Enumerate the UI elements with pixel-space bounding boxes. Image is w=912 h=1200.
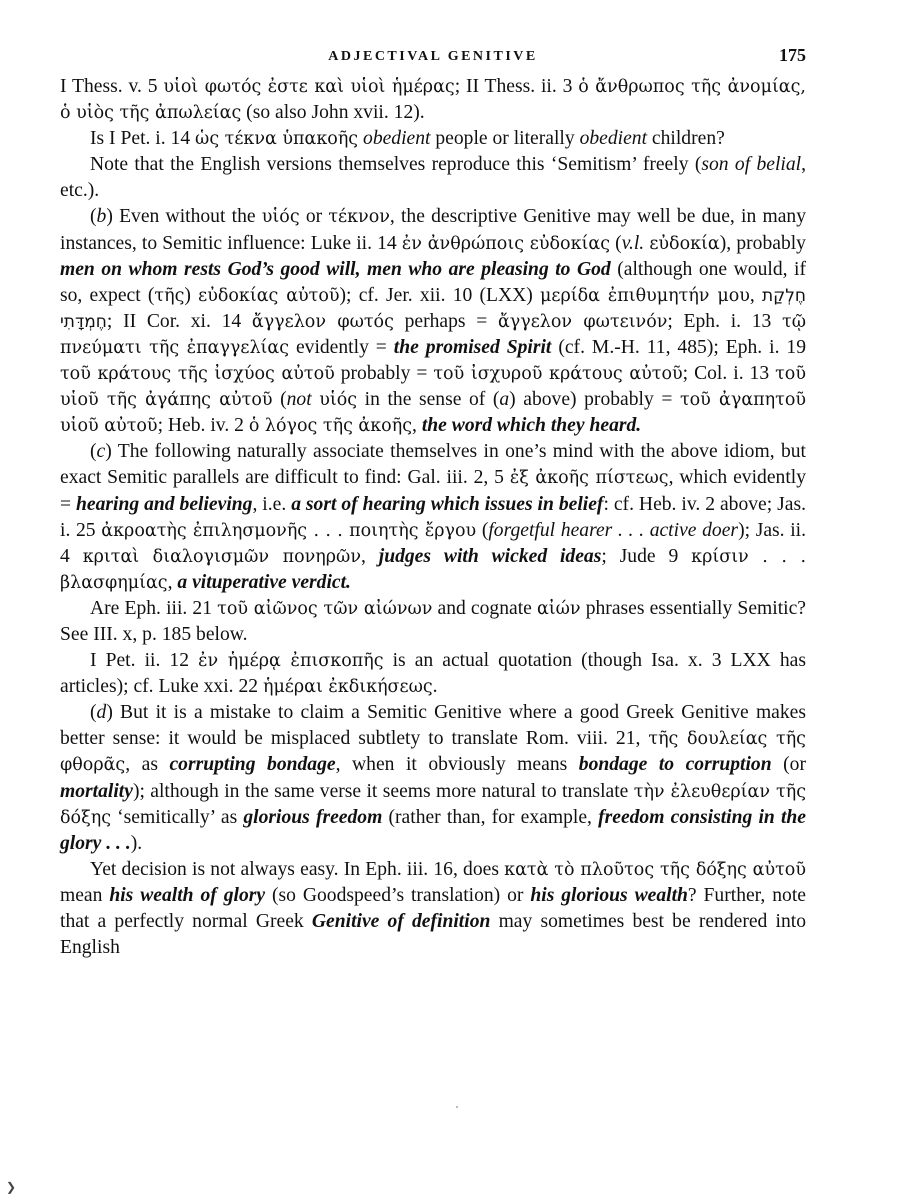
- greek-text: υἱοὶ φωτός ἐστε καὶ υἱοὶ ἡμέρας: [163, 77, 455, 97]
- text-run: or: [299, 206, 329, 228]
- text-run: (: [90, 702, 97, 724]
- text-run: ) Even without the: [106, 206, 262, 228]
- text-run: Note that the English versions themselves reproduce this ‘Semitism’ freely (: [90, 154, 702, 176]
- text-run: ) The following naturally associate themselves in one’s mind with the above idiom, but exact Semitic parallels are difficult to find: Gal. iii. 2, 5: [60, 441, 806, 489]
- paragraph-p4: [60, 204, 806, 439]
- paragraph-p2: [60, 126, 806, 152]
- text-run: (rather than, for example,: [382, 806, 599, 828]
- page-number: 175: [779, 45, 806, 65]
- text-run: Yet decision is not always easy. In Eph. iii. 16, does: [90, 858, 505, 880]
- text-run: and cognate: [432, 597, 537, 619]
- text-run: perhaps =: [393, 310, 498, 332]
- text-run: , which evidently =: [60, 467, 806, 515]
- text-run: .: [432, 676, 438, 698]
- text-run: , i.e.: [252, 493, 292, 515]
- emphasis-text: freedom consisting in the glory . . .: [60, 806, 806, 854]
- emphasis-text: corrupting bondage: [169, 754, 336, 776]
- emphasis-text: hearing and believing: [76, 493, 253, 515]
- text-run: evidently =: [289, 336, 394, 358]
- greek-text: ἐν ἀνθρώποις εὐδοκίας: [401, 233, 611, 254]
- text-run: (or: [771, 754, 807, 776]
- greek-text: εὐδοκία: [649, 233, 720, 254]
- text-run: ) But it is a mistake to claim a Semitic Genitive where a good Greek Genitive makes better sense: it would be misplaced subtlety to translate Rom. viii. 21,: [60, 702, 806, 750]
- text-run: ); although in the same verse it seems more natural to translate: [132, 780, 634, 802]
- greek-text: ἡμέραι ἐκδικήσεως: [262, 677, 433, 698]
- greek-text: τοῦ υἱοῦ τῆς ἀγάπης αὐτοῦ: [60, 364, 806, 411]
- greek-text: τοῦ κράτους τῆς ἰσχύος αὐτοῦ: [60, 364, 335, 385]
- emphasis-text: judges with wicked ideas: [378, 545, 602, 567]
- italic-text: a: [499, 389, 510, 411]
- italic-text: son of belial: [701, 154, 802, 176]
- text-run: ); cf. Jer. xii. 10 (LXX): [339, 284, 541, 306]
- emphasis-text: men on whom rests God’s good will, men who are pleasing to God: [60, 258, 611, 280]
- emphasis-text: a vituperative verdict.: [177, 571, 351, 593]
- paragraph-p1: [60, 74, 806, 126]
- text-run: ; II Cor. xi. 14: [106, 310, 252, 332]
- emphasis-text: bondage to corruption: [578, 754, 772, 776]
- greek-text: ὁ ἄνθρωπος τῆς ἀνομίας, ὁ υἱὸς τῆς ἀπωλείας: [60, 77, 806, 124]
- text-run: , when it obviously means: [335, 754, 579, 776]
- text-run: in the sense of (: [357, 389, 500, 411]
- text-run: ,: [167, 571, 178, 593]
- emphasis-text: Genitive of definition: [311, 911, 491, 932]
- running-title: ADJECTIVAL GENITIVE: [328, 49, 538, 64]
- text-run: ,: [749, 284, 762, 306]
- text-run: (: [272, 389, 287, 411]
- emphasis-text: his wealth of glory: [109, 884, 266, 906]
- text-run: ) above) probably =: [509, 389, 680, 411]
- text-run: ): [184, 284, 199, 306]
- text-run: (cf. M.-H. 11, 485); Eph. i. 19: [551, 336, 806, 358]
- italic-text: forgetful hearer . . . active doer: [488, 519, 739, 541]
- text-run: children?: [647, 128, 725, 150]
- hebrew-text: חֶלְקַת חֶמְדָּתִי: [60, 285, 806, 332]
- book-page: [60, 44, 806, 961]
- paragraph-p9: [60, 857, 806, 961]
- text-run: (: [476, 519, 489, 541]
- greek-text: τέκνον: [328, 207, 390, 228]
- italic-text: obedient: [579, 128, 648, 150]
- text-run: ).: [130, 832, 143, 854]
- text-run: , the descriptive Genitive may well be due, in many instances, to Semitic influence: Luke ii. 14: [60, 206, 806, 254]
- greek-text: ὡς τέκνα ὑπακοῆς: [195, 129, 359, 150]
- greek-text: ἄγγελον φωτεινόν: [497, 311, 668, 332]
- text-run: Are Eph. iii. 21: [90, 597, 218, 619]
- page-header: [60, 44, 806, 74]
- greek-text: τοῦ ἀγαπητοῦ υἱοῦ αὐτοῦ: [60, 390, 806, 437]
- greek-text: κατὰ τὸ πλοῦτος τῆς δόξης αὐτοῦ: [504, 859, 806, 880]
- text-run: ,: [412, 415, 422, 437]
- greek-text: εὐδοκίας αὐτοῦ: [198, 285, 340, 306]
- text-run: ; Eph. i. 13: [667, 310, 783, 332]
- emphasis-text: the promised Spirit: [393, 336, 552, 358]
- greek-text: τοῦ αἰῶνος τῶν αἰώνων: [217, 598, 433, 619]
- emphasis-text: a sort of hearing which issues in belief: [291, 493, 604, 515]
- text-run: (: [90, 441, 97, 463]
- corner-mark: ❯: [6, 1180, 17, 1194]
- text-run: ), probably: [719, 232, 806, 254]
- italic-text: obedient: [363, 128, 431, 150]
- text-run: probably =: [334, 363, 434, 385]
- italic-text: not: [286, 389, 312, 411]
- greek-text: τὴν ἐλευθερίαν τῆς δόξης: [60, 781, 807, 828]
- emphasis-text: mortality: [60, 780, 133, 802]
- text-run: ; Col. i. 13: [682, 363, 776, 385]
- greek-text: τοῦ ἰσχυροῦ κράτους αὐτοῦ: [433, 364, 683, 385]
- greek-text: υἱός: [319, 390, 358, 411]
- text-run: Is I Pet. i. 14: [90, 128, 196, 150]
- scan-speck: [456, 1106, 458, 1108]
- text-run: ; Jude 9: [601, 545, 692, 567]
- greek-text: υἱός: [261, 207, 300, 228]
- body-text: [60, 74, 806, 961]
- text-run: ‘semitically’ as: [111, 806, 244, 828]
- text-run: I Pet. ii. 12: [90, 650, 199, 672]
- paragraph-p3: [60, 152, 806, 204]
- italic-text: b: [96, 206, 107, 228]
- emphasis-text: the word which they heard.: [421, 415, 642, 437]
- greek-text: κρίσιν . . . βλασφημίας: [60, 546, 807, 593]
- text-run: (: [90, 206, 97, 228]
- text-run: (: [610, 232, 622, 254]
- text-run: (so Goodspeed’s translation) or: [265, 884, 531, 906]
- text-run: mean: [60, 884, 110, 906]
- text-run: : cf. Heb. iv. 2 above; Jas. i. 25: [60, 493, 806, 541]
- greek-text: ἐξ ἀκοῆς πίστεως: [509, 468, 669, 489]
- text-run: people or literally: [430, 128, 580, 150]
- text-run: ? Further, note that a perfectly normal Greek: [60, 884, 806, 932]
- text-run: is an actual quotation (though Isa. x. 3 LXX has articles); cf. Luke xxi. 22: [60, 650, 806, 698]
- greek-text: τῆς δουλείας τῆς φθορᾶς: [60, 729, 806, 776]
- greek-text: ὁ λόγος τῆς ἀκοῆς: [248, 416, 413, 437]
- text-run: ; Heb. iv. 2: [157, 415, 249, 437]
- emphasis-text: glorious freedom: [243, 806, 383, 828]
- text-run: I Thess. v. 5: [60, 76, 164, 97]
- text-run: ; II Thess. ii. 3: [454, 76, 579, 97]
- text-run: (so also John xvii. 12).: [241, 102, 425, 124]
- text-run: , etc.).: [60, 154, 806, 202]
- emphasis-text: his glorious wealth: [530, 884, 688, 906]
- paragraph-p8: [60, 700, 806, 857]
- greek-text: ἐν ἡμέρᾳ ἐπισκοπῆς: [198, 651, 384, 672]
- greek-text: μερίδα ἐπιθυμητήν μου: [540, 285, 750, 306]
- text-run: ); Jas. ii. 4: [60, 519, 807, 567]
- italic-text: v.l.: [621, 232, 645, 254]
- text-run: (although one would, if so, expect (: [60, 258, 806, 306]
- greek-text: ἀκροατὴς ἐπιλησμονῆς . . . ποιητὴς ἔργου: [101, 520, 477, 541]
- italic-text: c: [96, 441, 106, 463]
- text-run: ,: [360, 545, 379, 567]
- greek-text: τῷ πνεύματι τῆς ἐπαγγελίας: [60, 311, 806, 358]
- italic-text: d: [96, 702, 107, 724]
- paragraph-p6: [60, 596, 806, 648]
- paragraph-p5: [60, 439, 806, 596]
- text-run: may sometimes best be rendered into English: [60, 911, 806, 959]
- text-run: phrases essentially Semitic? See III. x, p. 185 below.: [60, 597, 806, 645]
- greek-text: αἰών: [536, 598, 581, 619]
- paragraph-p7: [60, 648, 806, 700]
- greek-text: κριταὶ διαλογισμῶν πονηρῶν: [82, 546, 361, 567]
- text-run: , as: [125, 754, 170, 776]
- greek-text: ἄγγελον φωτός: [251, 311, 394, 332]
- greek-text: τῆς: [154, 285, 185, 306]
